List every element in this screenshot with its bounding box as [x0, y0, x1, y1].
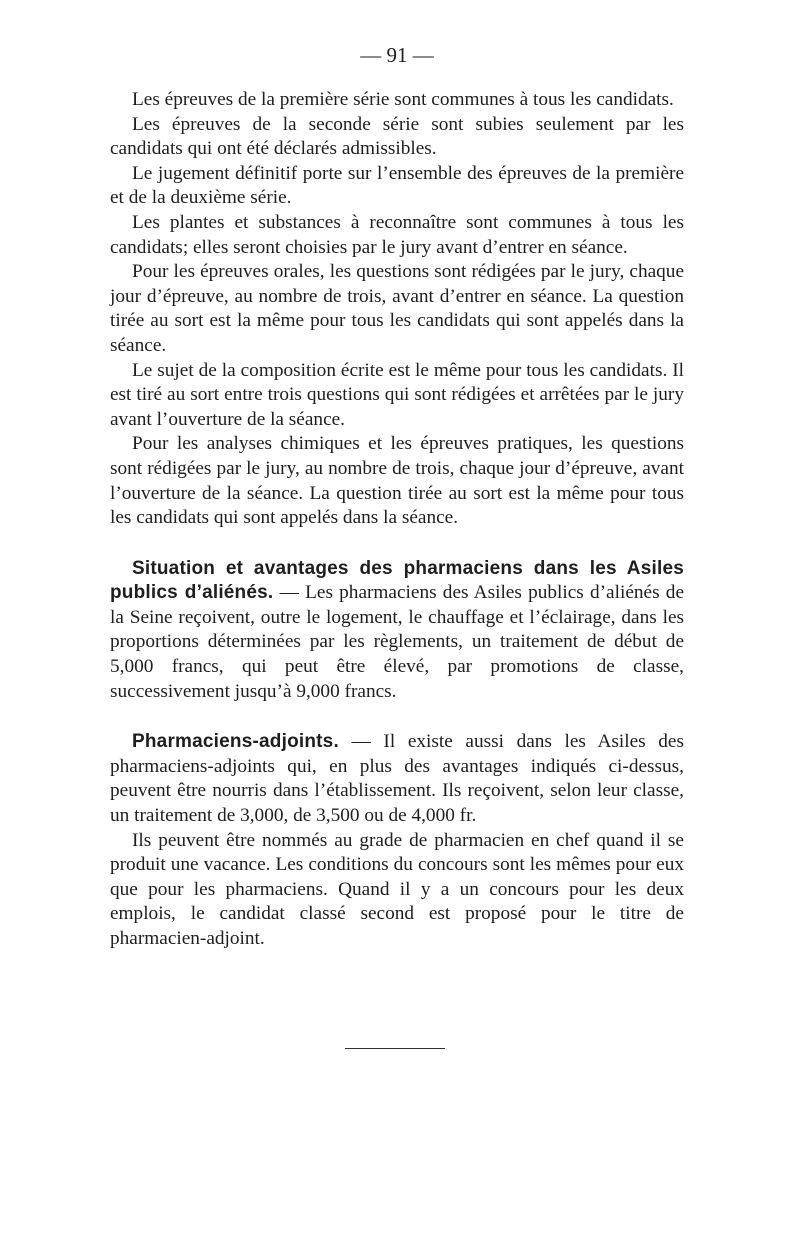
paragraph-oral-exams: Pour les épreuves orales, les questions sont rédigées par le jury, chaque jour d’épreuve, au nombre de trois, avant d’entrer en séance. La question tirée au sort est la même pour tous les candidats qui sont appelés dans la séance. — [110, 261, 684, 356]
situation-heading: Situation et avantages des pharmaciens dans les Asiles publics d’aliénés. — [110, 557, 684, 604]
paragraph-chemical-analyses: Pour les analyses chimiques et les épreuves pratiques, les questions sont rédigées par le jury, au nombre de trois, chaque jour d’épreuve, avant l’ouverture de la séance. La question tirée au sort est la même pour tous les candidats qui sont appelés dans la séance. — [110, 433, 684, 529]
adjoints-heading: Pharmaciens-adjoints. — [132, 731, 339, 753]
paragraph-first-series: Les épreuves de la première série sont communes à tous les candidats. — [132, 89, 674, 110]
adjoints-section — [110, 730, 684, 951]
paragraph-final-judgment: Le jugement définitif porte sur l’ensemble des épreuves de la première et de la deuxième série. — [110, 162, 684, 209]
paragraph-written-composition: Le sujet de la composition écrite est le même pour tous les candidats. Il est tiré au sort entre trois questions qui sont rédigées et arrêtées par le jury avant l’ouverture de la séance. — [110, 359, 684, 430]
situation-text: — Les pharmaciens des Asiles publics d’aliénés de la Seine reçoivent, outre le logement, le chauffage et l’éclairage, dans les proportions déterminées par les règlements, un traitement de début de 5,000 francs, qui peut être élevé, par promotions de classe, successivement jusqu’à 9,000 francs. — [110, 582, 685, 702]
situation-section — [110, 557, 684, 705]
exam-rules-section — [110, 88, 684, 531]
adjoints-text: — Il existe aussi dans les Asiles des pharmaciens-adjoints qui, en plus des avantages indiqués ci-dessus, peuvent être nourris dans l’établissement. Ils reçoivent, selon leur classe, un traitement de 3,000, de 3,500 ou de 4,000 fr. — [110, 731, 684, 827]
situation-paragraph — [110, 557, 684, 705]
adjoints-paragraph-2: Ils peuvent être nommés au grade de pharmacien en chef quand il se produit une vacance. Les conditions du concours sont les mêmes pour eux que pour les pharmaciens. Quand il y a un concours pour les deux emplois, le candidat classé second est proposé pour le titre de pharmacien-adjoint. — [110, 829, 684, 949]
paragraph-plants-substances: Les plantes et substances à reconnaître sont communes à tous les candidats; elles seront choisies par le jury avant d’entrer en séance. — [110, 211, 684, 258]
end-rule — [345, 1048, 445, 1049]
adjoints-paragraph — [110, 730, 684, 828]
paragraph-second-series: Les épreuves de la seconde série sont subies seulement par les candidats qui ont été déclarés admissibles. — [110, 113, 684, 160]
book-page — [110, 42, 684, 952]
page-number: — 91 — — [360, 43, 434, 67]
